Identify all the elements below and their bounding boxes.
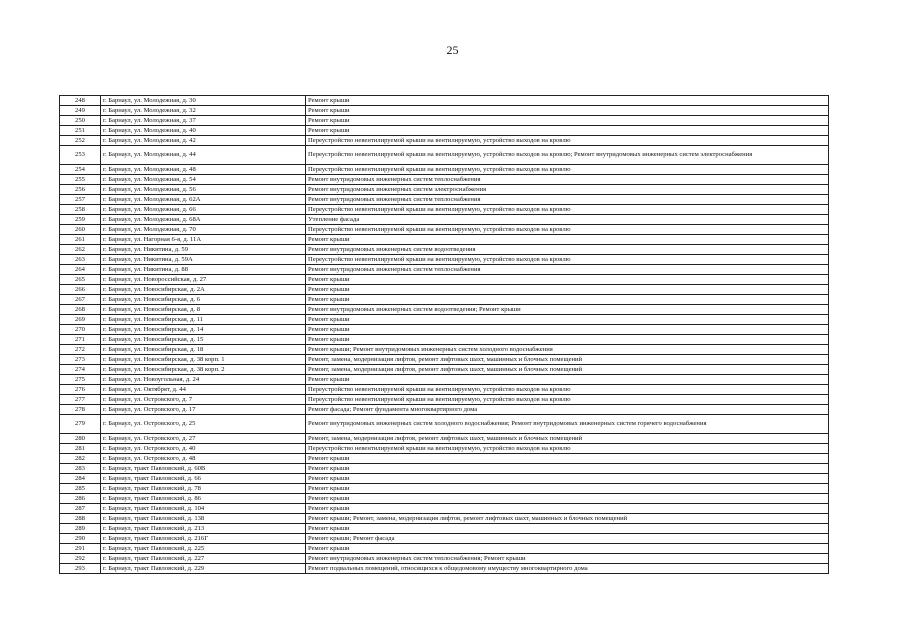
row-number: 258 bbox=[60, 205, 101, 215]
table-row bbox=[60, 275, 829, 285]
table-row bbox=[60, 245, 829, 255]
row-address: г. Барнаул, тракт Павловский, д. 227 bbox=[101, 554, 306, 564]
row-number: 266 bbox=[60, 285, 101, 295]
row-work-type: Переустройство невентилируемой крыши на вентилируемую, устройство выходов на кровлю bbox=[306, 385, 829, 395]
table-body bbox=[60, 96, 829, 574]
table-row bbox=[60, 175, 829, 185]
row-work-type: Ремонт внутридомовых инженерных систем водоотведения bbox=[306, 245, 829, 255]
row-number: 255 bbox=[60, 175, 101, 185]
row-address: г. Барнаул, ул. Новосибирская, д. 11 bbox=[101, 315, 306, 325]
row-work-type: Ремонт крыши; Ремонт фасада bbox=[306, 534, 829, 544]
row-work-type: Утепление фасада bbox=[306, 215, 829, 225]
row-work-type: Переустройство невентилируемой крыши на вентилируемую, устройство выходов на кровлю bbox=[306, 136, 829, 146]
table-row bbox=[60, 185, 829, 195]
row-address: г. Барнаул, ул. Никитина, д. 59А bbox=[101, 255, 306, 265]
row-address: г. Барнаул, тракт Павловский, д. 104 bbox=[101, 504, 306, 514]
table-row bbox=[60, 315, 829, 325]
row-address: г. Барнаул, ул. Молодежная, д. 44 bbox=[101, 146, 306, 165]
row-address: г. Барнаул, ул. Молодежная, д. 70 bbox=[101, 225, 306, 235]
row-number: 275 bbox=[60, 375, 101, 385]
row-address: г. Барнаул, ул. Новосибирская, д. 18 bbox=[101, 345, 306, 355]
row-work-type: Ремонт внутридомовых инженерных систем водоотведения; Ремонт крыши bbox=[306, 305, 829, 315]
row-work-type: Ремонт крыши bbox=[306, 524, 829, 534]
row-work-type: Ремонт крыши bbox=[306, 275, 829, 285]
row-address: г. Барнаул, ул. Молодежная, д. 54 bbox=[101, 175, 306, 185]
row-number: 254 bbox=[60, 165, 101, 175]
table-row bbox=[60, 126, 829, 136]
row-address: г. Барнаул, ул. Молодежная, д. 32 bbox=[101, 106, 306, 116]
table-row bbox=[60, 345, 829, 355]
row-work-type: Переустройство невентилируемой крыши на вентилируемую, устройство выходов на кровлю bbox=[306, 444, 829, 454]
table-row bbox=[60, 265, 829, 275]
row-address: г. Барнаул, ул. Никитина, д. 88 bbox=[101, 265, 306, 275]
table-row bbox=[60, 464, 829, 474]
row-number: 293 bbox=[60, 564, 101, 574]
table-row bbox=[60, 325, 829, 335]
row-work-type: Переустройство невентилируемой крыши на вентилируемую, устройство выходов на кровлю bbox=[306, 205, 829, 215]
row-address: г. Барнаул, ул. Островского, д. 7 bbox=[101, 395, 306, 405]
row-work-type: Ремонт, замена, модернизация лифтов, ремонт лифтовых шахт, машинных и блочных помещений bbox=[306, 355, 829, 365]
table-row bbox=[60, 405, 829, 415]
table-row bbox=[60, 385, 829, 395]
row-address: г. Барнаул, ул. Островского, д. 48 bbox=[101, 454, 306, 464]
row-work-type: Ремонт крыши bbox=[306, 285, 829, 295]
row-work-type: Ремонт крыши; Ремонт внутридомовых инженерных систем холодного водоснабжения bbox=[306, 345, 829, 355]
row-number: 280 bbox=[60, 434, 101, 444]
table-row bbox=[60, 494, 829, 504]
row-address: г. Барнаул, ул. Новосибирская, д. 14 bbox=[101, 325, 306, 335]
row-number: 249 bbox=[60, 106, 101, 116]
row-number: 268 bbox=[60, 305, 101, 315]
row-number: 287 bbox=[60, 504, 101, 514]
row-number: 262 bbox=[60, 245, 101, 255]
table-row bbox=[60, 474, 829, 484]
row-address: г. Барнаул, ул. Молодежная, д. 40 bbox=[101, 126, 306, 136]
row-address: г. Барнаул, ул. Молодежная, д. 30 bbox=[101, 96, 306, 106]
row-work-type: Ремонт крыши bbox=[306, 504, 829, 514]
row-work-type: Ремонт внутридомовых инженерных систем холодного водоснабжения; Ремонт внутридомовых инженерных систем горячего водоснабжения bbox=[306, 415, 829, 434]
row-number: 261 bbox=[60, 235, 101, 245]
table-row bbox=[60, 504, 829, 514]
row-address: г. Барнаул, тракт Павловский, д. 138 bbox=[101, 514, 306, 524]
row-number: 248 bbox=[60, 96, 101, 106]
row-number: 259 bbox=[60, 215, 101, 225]
row-number: 267 bbox=[60, 295, 101, 305]
row-number: 270 bbox=[60, 325, 101, 335]
row-work-type: Ремонт крыши; Ремонт, замена, модернизация лифтов, ремонт лифтовых шахт, машинных и блочных помещений bbox=[306, 514, 829, 524]
row-address: г. Барнаул, тракт Павловский, д. 78 bbox=[101, 484, 306, 494]
table-row bbox=[60, 415, 829, 434]
row-work-type: Ремонт, замена, модернизация лифтов, ремонт лифтовых шахт, машинных и блочных помещений bbox=[306, 365, 829, 375]
row-address: г. Барнаул, ул. Новосибирская, д. 38 корп. 2 bbox=[101, 365, 306, 375]
table-row bbox=[60, 454, 829, 464]
table-row bbox=[60, 235, 829, 245]
table-row bbox=[60, 285, 829, 295]
table-row bbox=[60, 375, 829, 385]
row-number: 286 bbox=[60, 494, 101, 504]
row-address: г. Барнаул, ул. Молодежная, д. 42 bbox=[101, 136, 306, 146]
row-number: 264 bbox=[60, 265, 101, 275]
row-address: г. Барнаул, ул. Островского, д. 27 bbox=[101, 434, 306, 444]
row-address: г. Барнаул, ул. Новосибирская, д. 6 bbox=[101, 295, 306, 305]
row-work-type: Ремонт крыши bbox=[306, 464, 829, 474]
row-work-type: Переустройство невентилируемой крыши на вентилируемую, устройство выходов на кровлю; Ремонт внутридомовых инженерных систем электроснабжения bbox=[306, 146, 829, 165]
table-row bbox=[60, 295, 829, 305]
row-number: 291 bbox=[60, 544, 101, 554]
table-row bbox=[60, 195, 829, 205]
row-work-type: Ремонт крыши bbox=[306, 484, 829, 494]
row-number: 282 bbox=[60, 454, 101, 464]
row-address: г. Барнаул, тракт Павловский, д. 216Г bbox=[101, 534, 306, 544]
table-row bbox=[60, 116, 829, 126]
row-address: г. Барнаул, ул. Новосибирская, д. 38 корп. 1 bbox=[101, 355, 306, 365]
table-row bbox=[60, 305, 829, 315]
row-work-type: Ремонт крыши bbox=[306, 96, 829, 106]
table-row bbox=[60, 96, 829, 106]
table-row bbox=[60, 484, 829, 494]
row-number: 281 bbox=[60, 444, 101, 454]
row-address: г. Барнаул, ул. Новосибирская, д. 8 bbox=[101, 305, 306, 315]
row-number: 277 bbox=[60, 395, 101, 405]
row-number: 271 bbox=[60, 335, 101, 345]
row-number: 260 bbox=[60, 225, 101, 235]
row-address: г. Барнаул, ул. Молодежная, д. 48 bbox=[101, 165, 306, 175]
row-work-type: Ремонт внутридомовых инженерных систем теплоснабжения; Ремонт крыши bbox=[306, 554, 829, 564]
table-row bbox=[60, 434, 829, 444]
row-number: 276 bbox=[60, 385, 101, 395]
row-number: 253 bbox=[60, 146, 101, 165]
row-address: г. Барнаул, ул. Молодежная, д. 62А bbox=[101, 195, 306, 205]
row-work-type: Ремонт, замена, модернизация лифтов, ремонт лифтовых шахт, машинных и блочных помещений bbox=[306, 434, 829, 444]
row-work-type: Переустройство невентилируемой крыши на вентилируемую, устройство выходов на кровлю bbox=[306, 395, 829, 405]
row-number: 256 bbox=[60, 185, 101, 195]
row-number: 257 bbox=[60, 195, 101, 205]
row-work-type: Ремонт подвальных помещений, относящихся к общедомовому имуществу многоквартирного дома bbox=[306, 564, 829, 574]
row-address: г. Барнаул, ул. Молодежная, д. 56 bbox=[101, 185, 306, 195]
row-work-type: Ремонт крыши bbox=[306, 295, 829, 305]
row-work-type: Ремонт крыши bbox=[306, 494, 829, 504]
row-address: г. Барнаул, тракт Павловский, д. 229 bbox=[101, 564, 306, 574]
row-number: 251 bbox=[60, 126, 101, 136]
row-number: 273 bbox=[60, 355, 101, 365]
row-number: 272 bbox=[60, 345, 101, 355]
row-address: г. Барнаул, ул. Молодежная, д. 37 bbox=[101, 116, 306, 126]
table-row bbox=[60, 335, 829, 345]
row-work-type: Ремонт внутридомовых инженерных систем теплоснабжения bbox=[306, 175, 829, 185]
table-row bbox=[60, 444, 829, 454]
row-number: 279 bbox=[60, 415, 101, 434]
row-work-type: Ремонт крыши bbox=[306, 474, 829, 484]
row-address: г. Барнаул, ул. Новосибирская, д. 2А bbox=[101, 285, 306, 295]
row-number: 278 bbox=[60, 405, 101, 415]
row-address: г. Барнаул, ул. Молодежная, д. 68А bbox=[101, 215, 306, 225]
repair-register-table bbox=[59, 95, 829, 574]
row-work-type: Ремонт крыши bbox=[306, 126, 829, 136]
row-address: г. Барнаул, тракт Павловский, д. 213 bbox=[101, 524, 306, 534]
row-number: 252 bbox=[60, 136, 101, 146]
row-number: 265 bbox=[60, 275, 101, 285]
row-work-type: Ремонт крыши bbox=[306, 454, 829, 464]
row-address: г. Барнаул, ул. Островского, д. 40 bbox=[101, 444, 306, 454]
row-work-type: Ремонт крыши bbox=[306, 235, 829, 245]
row-number: 250 bbox=[60, 116, 101, 126]
row-number: 283 bbox=[60, 464, 101, 474]
table-row bbox=[60, 165, 829, 175]
table-row bbox=[60, 215, 829, 225]
row-address: г. Барнаул, ул. Островского, д. 25 bbox=[101, 415, 306, 434]
table-row bbox=[60, 136, 829, 146]
row-number: 284 bbox=[60, 474, 101, 484]
row-work-type: Ремонт крыши bbox=[306, 116, 829, 126]
row-work-type: Ремонт крыши bbox=[306, 106, 829, 116]
row-work-type: Переустройство невентилируемой крыши на вентилируемую, устройство выходов на кровлю bbox=[306, 255, 829, 265]
row-work-type: Переустройство невентилируемой крыши на вентилируемую, устройство выходов на кровлю bbox=[306, 165, 829, 175]
row-address: г. Барнаул, ул. Островского, д. 17 bbox=[101, 405, 306, 415]
row-number: 263 bbox=[60, 255, 101, 265]
table-row bbox=[60, 205, 829, 215]
table-row bbox=[60, 554, 829, 564]
row-number: 288 bbox=[60, 514, 101, 524]
row-number: 289 bbox=[60, 524, 101, 534]
page-number: 25 bbox=[446, 43, 459, 57]
row-work-type: Ремонт фасада; Ремонт фундамента многоквартирного дома bbox=[306, 405, 829, 415]
row-work-type: Ремонт крыши bbox=[306, 315, 829, 325]
row-address: г. Барнаул, ул. Молодежная, д. 66 bbox=[101, 205, 306, 215]
table-row bbox=[60, 514, 829, 524]
row-address: г. Барнаул, тракт Павловский, д. 225 bbox=[101, 544, 306, 554]
row-number: 285 bbox=[60, 484, 101, 494]
row-address: г. Барнаул, тракт Павловский, д. 60В bbox=[101, 464, 306, 474]
row-address: г. Барнаул, тракт Павловский, д. 66 bbox=[101, 474, 306, 484]
row-work-type: Ремонт внутридомовых инженерных систем электроснабжения bbox=[306, 185, 829, 195]
table-row bbox=[60, 225, 829, 235]
row-work-type: Ремонт крыши bbox=[306, 375, 829, 385]
table-row bbox=[60, 255, 829, 265]
row-address: г. Барнаул, ул. Новосибирская, д. 15 bbox=[101, 335, 306, 345]
row-work-type: Ремонт внутридомовых инженерных систем теплоснабжения bbox=[306, 195, 829, 205]
row-address: г. Барнаул, ул. Нагорная 6-я, д. 11А bbox=[101, 235, 306, 245]
row-address: г. Барнаул, ул. Новоугольная, д. 24 bbox=[101, 375, 306, 385]
row-address: г. Барнаул, ул. Октябрят, д. 44 bbox=[101, 385, 306, 395]
row-work-type: Ремонт внутридомовых инженерных систем теплоснабжения bbox=[306, 265, 829, 275]
row-address: г. Барнаул, ул. Новороссийская, д. 27 bbox=[101, 275, 306, 285]
row-address: г. Барнаул, тракт Павловский, д. 86 bbox=[101, 494, 306, 504]
row-number: 292 bbox=[60, 554, 101, 564]
row-work-type: Ремонт крыши bbox=[306, 335, 829, 345]
table-row bbox=[60, 564, 829, 574]
table-row bbox=[60, 365, 829, 375]
row-work-type: Переустройство невентилируемой крыши на вентилируемую, устройство выходов на кровлю bbox=[306, 225, 829, 235]
table-row bbox=[60, 395, 829, 405]
table-row bbox=[60, 544, 829, 554]
table-row bbox=[60, 534, 829, 544]
row-number: 269 bbox=[60, 315, 101, 325]
row-address: г. Барнаул, ул. Никитина, д. 59 bbox=[101, 245, 306, 255]
table-row bbox=[60, 524, 829, 534]
row-work-type: Ремонт крыши bbox=[306, 325, 829, 335]
row-work-type: Ремонт крыши bbox=[306, 544, 829, 554]
row-number: 290 bbox=[60, 534, 101, 544]
table-row bbox=[60, 355, 829, 365]
table-row bbox=[60, 146, 829, 165]
table-row bbox=[60, 106, 829, 116]
row-number: 274 bbox=[60, 365, 101, 375]
